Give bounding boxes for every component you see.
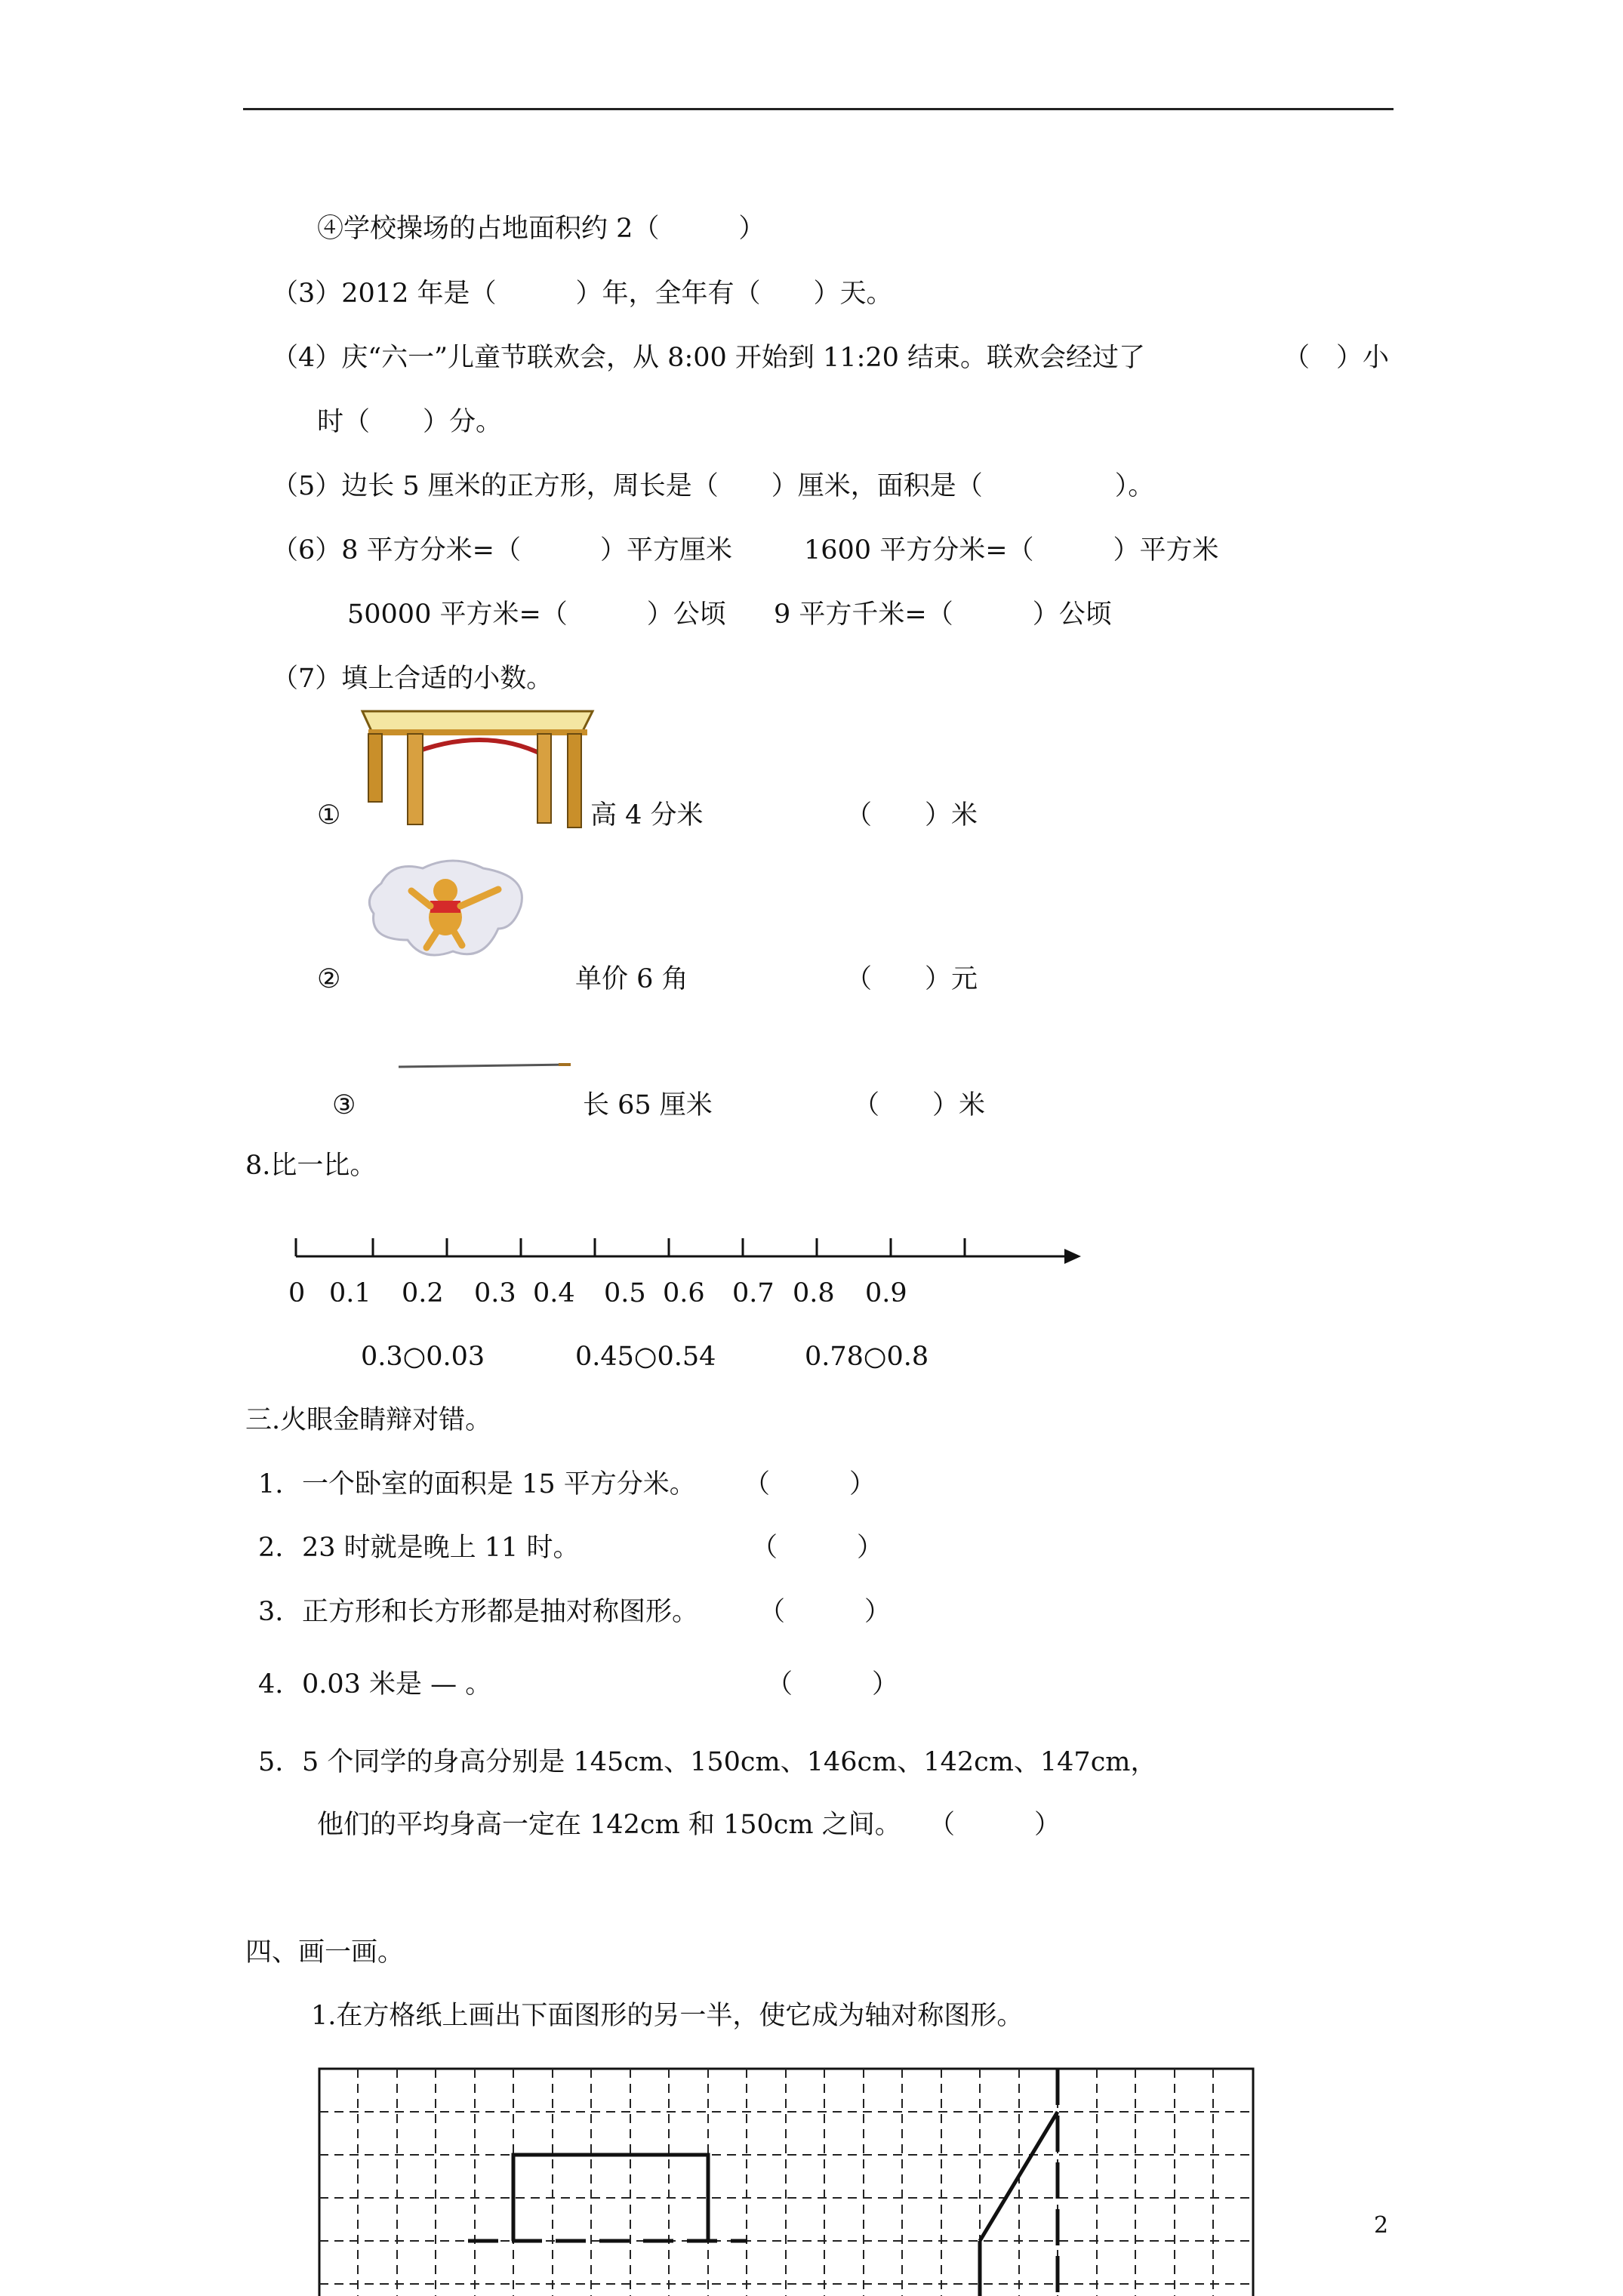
question-8-title: 8.比一比。: [245, 1151, 377, 1181]
s3-item5-num: 5.: [258, 1747, 284, 1777]
question-5: （5）边长 5 厘米的正方形，周长是（ ）厘米，面积是（ ）。: [272, 471, 1155, 501]
q7-item1-num: ①: [317, 800, 341, 831]
number-line: [296, 1238, 1081, 1264]
section-3-title: 三.火眼金睛辩对错。: [245, 1405, 492, 1435]
eraser-illustration: [369, 861, 522, 955]
q7-item1-desc: 高 4 分米: [590, 800, 704, 831]
question-6c: 50000 平方米=（ ）公顷: [347, 599, 726, 630]
needle-illustration: [399, 1065, 571, 1067]
tick-label-7: 0.7: [732, 1278, 775, 1308]
section-4-task1: 1.在方格纸上画出下面图形的另一半，使它成为轴对称图形。: [311, 2001, 1024, 2031]
q7-item2-num: ②: [317, 964, 341, 994]
s3-item2-text: 23 时就是晚上 11 时。: [302, 1533, 580, 1563]
q7-item1-blank: （ ）米: [845, 800, 978, 831]
item-4: ④学校操场的占地面积约 2（ ）: [317, 214, 765, 244]
page-number: 2: [1374, 2212, 1389, 2239]
s3-item2-num: 2.: [258, 1533, 284, 1563]
s3-item1-text: 一个卧室的面积是 15 平方分米。: [302, 1469, 696, 1499]
compare-3: 0.78○0.8: [805, 1342, 929, 1372]
s3-item4-num: 4.: [258, 1669, 284, 1700]
tick-label-4: 0.4: [533, 1278, 575, 1308]
tick-label-9: 0.9: [865, 1278, 907, 1308]
q7-item3-num: ③: [332, 1090, 356, 1120]
section-4-title: 四、画一画。: [245, 1937, 405, 1968]
s3-item5-line2: 他们的平均身高一定在 142cm 和 150cm 之间。: [317, 1810, 901, 1840]
tick-label-6: 0.6: [663, 1278, 705, 1308]
tick-label-2: 0.2: [402, 1278, 444, 1308]
s3-item1-blank: （ ）: [744, 1469, 876, 1499]
s3-item4-blank: （ ）: [766, 1669, 899, 1700]
s3-item5-text: 5 个同学的身高分别是 145cm、150cm、146cm、142cm、147cm，: [302, 1747, 1157, 1777]
s3-item5-blank: （ ）: [929, 1810, 1061, 1840]
question-3: （3）2012 年是（ ）年，全年有（ ）天。: [272, 279, 893, 309]
table-illustration: [362, 711, 593, 827]
grid-paper: [319, 2069, 1253, 2296]
q7-item3-blank: （ ）米: [853, 1090, 986, 1120]
s3-item1-num: 1.: [258, 1469, 284, 1499]
question-6a: （6）8 平方分米=（ ）平方厘米: [272, 535, 732, 566]
question-4-blank: （ ）小: [1283, 343, 1390, 373]
question-6d: 9 平方千米=（ ）公顷: [774, 599, 1112, 630]
q7-item2-desc: 单价 6 角: [575, 964, 688, 994]
question-6b: 1600 平方分米=（ ）平方米: [804, 535, 1219, 566]
question-7: （7）填上合适的小数。: [272, 664, 553, 694]
tick-label-3: 0.3: [474, 1278, 516, 1308]
s3-item4-text: 0.03 米是 — 。: [302, 1669, 492, 1700]
tick-label-8: 0.8: [793, 1278, 835, 1308]
s3-item3-num: 3.: [258, 1597, 284, 1627]
tick-label-5: 0.5: [604, 1278, 646, 1308]
question-4-line2: 时（ ）分。: [317, 407, 503, 437]
tick-label-1: 0.1: [329, 1278, 371, 1308]
compare-1: 0.3○0.03: [361, 1342, 485, 1372]
s3-item2-blank: （ ）: [751, 1533, 884, 1563]
s3-item3-blank: （ ）: [759, 1597, 892, 1627]
q7-item3-desc: 长 65 厘米: [583, 1090, 713, 1120]
question-4-line1: （4）庆“六一”儿童节联欢会，从 8:00 开始到 11:20 结束。联欢会经过了: [272, 343, 1146, 373]
compare-2: 0.45○0.54: [575, 1342, 716, 1372]
tick-label-0: 0: [288, 1278, 306, 1308]
q7-item2-blank: （ ）元: [845, 964, 978, 994]
s3-item3-text: 正方形和长方形都是抽对称图形。: [302, 1597, 699, 1627]
